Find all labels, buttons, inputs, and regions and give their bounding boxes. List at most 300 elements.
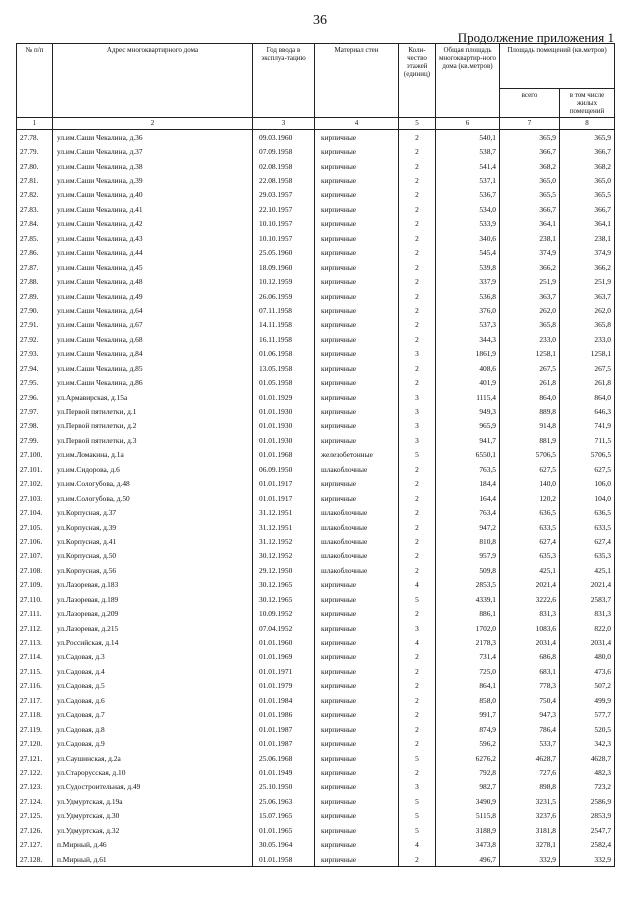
row-address: ул.им.Саши Чекалина, д.64	[53, 303, 253, 317]
row-total-area: 537,1	[436, 173, 500, 187]
row-premises-total: 365,9	[500, 130, 560, 145]
row-total-area: 337,9	[436, 274, 500, 288]
row-number: 27.83.	[17, 202, 53, 216]
row-premises-living: 366,7	[560, 202, 615, 216]
row-year: 01.01.1965	[253, 823, 315, 837]
row-total-area: 533,9	[436, 217, 500, 231]
row-premises-total: 267,5	[500, 361, 560, 375]
row-number: 27.95.	[17, 375, 53, 389]
row-number: 27.111.	[17, 606, 53, 620]
row-address: ул.им.Саши Чекалина, д.67	[53, 318, 253, 332]
row-wall-material: железобетонные	[315, 448, 399, 462]
row-floors: 2	[399, 332, 436, 346]
table-row	[17, 159, 615, 173]
row-floors: 3	[399, 433, 436, 447]
row-total-area: 184,4	[436, 477, 500, 491]
row-total-area: 538,7	[436, 144, 500, 158]
row-premises-living: 633,5	[560, 520, 615, 534]
row-wall-material: кирпичные	[315, 217, 399, 231]
row-wall-material: кирпичные	[315, 318, 399, 332]
row-premises-living: 365,9	[560, 130, 615, 145]
row-year: 02.08.1958	[253, 159, 315, 173]
row-year: 07.11.1958	[253, 303, 315, 317]
table-row	[17, 679, 615, 693]
row-premises-living: 106,0	[560, 477, 615, 491]
row-address: ул.Старорусская, д.10	[53, 765, 253, 779]
row-total-area: 810,8	[436, 534, 500, 548]
row-number: 27.102.	[17, 477, 53, 491]
table-row	[17, 404, 615, 418]
header-material: Материал стен	[315, 44, 399, 118]
row-floors: 2	[399, 375, 436, 389]
row-floors: 5	[399, 448, 436, 462]
row-premises-total: 3222,6	[500, 592, 560, 606]
table-body	[17, 130, 615, 867]
row-wall-material: кирпичные	[315, 289, 399, 303]
row-number: 27.105.	[17, 520, 53, 534]
row-premises-living: 262,0	[560, 303, 615, 317]
row-year: 01.01.1929	[253, 390, 315, 404]
row-address: ул.Лазоревая, д.183	[53, 578, 253, 592]
row-premises-total: 233,0	[500, 332, 560, 346]
row-floors: 2	[399, 303, 436, 317]
row-floors: 2	[399, 491, 436, 505]
row-premises-living: 864,0	[560, 390, 615, 404]
row-premises-living: 2547,7	[560, 823, 615, 837]
row-wall-material: кирпичные	[315, 274, 399, 288]
row-floors: 2	[399, 520, 436, 534]
row-number: 27.121.	[17, 751, 53, 765]
row-total-area: 5115,8	[436, 809, 500, 823]
table-row	[17, 578, 615, 592]
row-wall-material: кирпичные	[315, 491, 399, 505]
row-year: 10.09.1952	[253, 606, 315, 620]
row-number: 27.103.	[17, 491, 53, 505]
row-premises-living: 482,3	[560, 765, 615, 779]
row-premises-total: 683,1	[500, 664, 560, 678]
row-address: ул.Садовая, д.9	[53, 736, 253, 750]
row-number: 27.114.	[17, 650, 53, 664]
table-row	[17, 837, 615, 851]
column-number: 4	[315, 118, 399, 130]
row-floors: 2	[399, 679, 436, 693]
row-number: 27.78.	[17, 130, 53, 145]
row-wall-material: кирпичные	[315, 837, 399, 851]
row-number: 27.91.	[17, 318, 53, 332]
row-premises-total: 3231,5	[500, 794, 560, 808]
table-row	[17, 361, 615, 375]
row-address: ул.Корпусная, д.37	[53, 505, 253, 519]
row-year: 01.01.1917	[253, 477, 315, 491]
row-wall-material: кирпичные	[315, 635, 399, 649]
row-premises-living: 374,9	[560, 246, 615, 260]
row-premises-living: 363,7	[560, 289, 615, 303]
row-total-area: 536,7	[436, 188, 500, 202]
row-premises-total: 2031,4	[500, 635, 560, 649]
row-number: 27.128.	[17, 852, 53, 867]
row-floors: 2	[399, 274, 436, 288]
row-address: ул.им.Саши Чекалина, д.68	[53, 332, 253, 346]
row-wall-material: шлакоблочные	[315, 563, 399, 577]
row-premises-total: 786,4	[500, 722, 560, 736]
row-premises-total: 368,2	[500, 159, 560, 173]
row-address: ул.Корпусная, д.39	[53, 520, 253, 534]
row-number: 27.84.	[17, 217, 53, 231]
row-floors: 2	[399, 722, 436, 736]
row-total-area: 991,7	[436, 708, 500, 722]
row-premises-living: 366,7	[560, 144, 615, 158]
row-wall-material: кирпичные	[315, 621, 399, 635]
row-total-area: 874,9	[436, 722, 500, 736]
row-floors: 4	[399, 635, 436, 649]
row-premises-living: 364,1	[560, 217, 615, 231]
row-premises-total: 363,7	[500, 289, 560, 303]
row-total-area: 3473,8	[436, 837, 500, 851]
row-wall-material: кирпичные	[315, 722, 399, 736]
row-year: 30.12.1965	[253, 578, 315, 592]
row-address: ул.им.Саши Чекалина, д.86	[53, 375, 253, 389]
row-floors: 2	[399, 606, 436, 620]
row-wall-material: шлакоблочные	[315, 505, 399, 519]
row-wall-material: кирпичные	[315, 693, 399, 707]
row-number: 27.107.	[17, 549, 53, 563]
row-wall-material: кирпичные	[315, 578, 399, 592]
table-row	[17, 419, 615, 433]
column-number: 6	[436, 118, 500, 130]
row-number: 27.90.	[17, 303, 53, 317]
table-row	[17, 549, 615, 563]
row-premises-total: 365,8	[500, 318, 560, 332]
table-row	[17, 809, 615, 823]
row-number: 27.124.	[17, 794, 53, 808]
row-address: ул.Саушинская, д.2а	[53, 751, 253, 765]
row-address: ул.им.Сологубова, д.50	[53, 491, 253, 505]
row-address: ул.Удмуртская, д.19а	[53, 794, 253, 808]
row-number: 27.110.	[17, 592, 53, 606]
header-num: № п/п	[17, 44, 53, 118]
row-number: 27.117.	[17, 693, 53, 707]
row-total-area: 596,2	[436, 736, 500, 750]
row-total-area: 401,9	[436, 375, 500, 389]
row-address: ул.им.Сологубова, д.48	[53, 477, 253, 491]
row-number: 27.86.	[17, 246, 53, 260]
header-year: Год ввода в эксплуа-тацию	[253, 44, 315, 118]
row-number: 27.99.	[17, 433, 53, 447]
row-total-area: 534,0	[436, 202, 500, 216]
row-total-area: 886,1	[436, 606, 500, 620]
row-floors: 2	[399, 534, 436, 548]
row-number: 27.93.	[17, 347, 53, 361]
row-floors: 2	[399, 736, 436, 750]
table-row	[17, 217, 615, 231]
row-wall-material: кирпичные	[315, 794, 399, 808]
row-number: 27.115.	[17, 664, 53, 678]
row-premises-total: 366,7	[500, 144, 560, 158]
appendix-continuation-note: Продолжение приложения 1	[457, 30, 614, 45]
table-row	[17, 794, 615, 808]
row-address: ул.Корпусная, д.41	[53, 534, 253, 548]
row-premises-total: 374,9	[500, 246, 560, 260]
row-total-area: 536,8	[436, 289, 500, 303]
row-wall-material: кирпичные	[315, 303, 399, 317]
row-address: ул.Садовая, д.3	[53, 650, 253, 664]
row-premises-living: 2031,4	[560, 635, 615, 649]
row-address: ул.им.Саши Чекалина, д.43	[53, 231, 253, 245]
row-wall-material: кирпичные	[315, 823, 399, 837]
row-wall-material: шлакоблочные	[315, 462, 399, 476]
row-total-area: 3188,9	[436, 823, 500, 837]
table-row	[17, 621, 615, 635]
row-year: 01.01.1930	[253, 433, 315, 447]
row-premises-living: 238,1	[560, 231, 615, 245]
row-year: 29.12.1950	[253, 563, 315, 577]
row-address: ул.им.Саши Чекалина, д.84	[53, 347, 253, 361]
row-premises-total: 636,5	[500, 505, 560, 519]
table-row	[17, 448, 615, 462]
row-premises-total: 750,4	[500, 693, 560, 707]
row-premises-total: 686,8	[500, 650, 560, 664]
row-year: 01.01.1930	[253, 419, 315, 433]
column-number: 3	[253, 118, 315, 130]
row-address: ул.Садовая, д.5	[53, 679, 253, 693]
row-floors: 2	[399, 130, 436, 145]
row-number: 27.125.	[17, 809, 53, 823]
row-premises-living: 365,0	[560, 173, 615, 187]
row-total-area: 725,0	[436, 664, 500, 678]
row-address: п.Мирный, д.61	[53, 852, 253, 867]
row-floors: 2	[399, 173, 436, 187]
row-floors: 3	[399, 780, 436, 794]
table-row	[17, 505, 615, 519]
row-address: ул.им.Сидорова, д.6	[53, 462, 253, 476]
row-wall-material: кирпичные	[315, 375, 399, 389]
row-total-area: 763,4	[436, 505, 500, 519]
row-address: ул.им.Саши Чекалина, д.40	[53, 188, 253, 202]
row-number: 27.89.	[17, 289, 53, 303]
row-total-area: 858,0	[436, 693, 500, 707]
row-wall-material: кирпичные	[315, 852, 399, 867]
row-number: 27.94.	[17, 361, 53, 375]
row-floors: 2	[399, 231, 436, 245]
row-floors: 2	[399, 318, 436, 332]
row-number: 27.126.	[17, 823, 53, 837]
row-wall-material: кирпичные	[315, 246, 399, 260]
table-row	[17, 722, 615, 736]
row-total-area: 545,4	[436, 246, 500, 260]
row-year: 26.06.1959	[253, 289, 315, 303]
row-number: 27.88.	[17, 274, 53, 288]
table-row	[17, 274, 615, 288]
row-address: ул.Российская, д.14	[53, 635, 253, 649]
row-address: ул.Первой пятилетки, д.1	[53, 404, 253, 418]
row-wall-material: кирпичные	[315, 477, 399, 491]
row-premises-total: 332,9	[500, 852, 560, 867]
row-year: 01.01.1917	[253, 491, 315, 505]
row-floors: 5	[399, 809, 436, 823]
row-number: 27.118.	[17, 708, 53, 722]
row-year: 07.09.1958	[253, 144, 315, 158]
header-floors: Коли-чество этажей (единиц)	[399, 44, 436, 118]
table-row	[17, 231, 615, 245]
table-row	[17, 823, 615, 837]
row-floors: 3	[399, 621, 436, 635]
row-premises-living: 741,9	[560, 419, 615, 433]
row-premises-total: 778,3	[500, 679, 560, 693]
row-premises-total: 251,9	[500, 274, 560, 288]
table-row	[17, 130, 615, 145]
row-wall-material: кирпичные	[315, 650, 399, 664]
row-year: 22.08.1958	[253, 173, 315, 187]
row-premises-total: 627,5	[500, 462, 560, 476]
table-row	[17, 477, 615, 491]
row-premises-living: 646,3	[560, 404, 615, 418]
row-floors: 2	[399, 693, 436, 707]
row-address: ул.Лазоревая, д.189	[53, 592, 253, 606]
row-premises-living: 267,5	[560, 361, 615, 375]
row-premises-living: 425,1	[560, 563, 615, 577]
row-wall-material: кирпичные	[315, 390, 399, 404]
table-row	[17, 332, 615, 346]
row-total-area: 164,4	[436, 491, 500, 505]
row-wall-material: кирпичные	[315, 188, 399, 202]
row-number: 27.112.	[17, 621, 53, 635]
row-premises-living: 480,0	[560, 650, 615, 664]
row-wall-material: кирпичные	[315, 736, 399, 750]
row-number: 27.92.	[17, 332, 53, 346]
row-address: ул.Удмуртская, д.32	[53, 823, 253, 837]
row-premises-living: 233,0	[560, 332, 615, 346]
row-premises-living: 627,4	[560, 534, 615, 548]
row-wall-material: кирпичные	[315, 202, 399, 216]
row-premises-total: 1083,6	[500, 621, 560, 635]
table-row	[17, 606, 615, 620]
row-premises-total: 140,0	[500, 477, 560, 491]
header-total-area: Общая площадь многоквартир-ного дома (кв.метров)	[436, 44, 500, 118]
row-premises-living: 507,2	[560, 679, 615, 693]
row-premises-total: 4628,7	[500, 751, 560, 765]
row-total-area: 4339,1	[436, 592, 500, 606]
table-row	[17, 491, 615, 505]
row-number: 27.87.	[17, 260, 53, 274]
row-total-area: 763,5	[436, 462, 500, 476]
row-year: 01.01.1971	[253, 664, 315, 678]
row-premises-total: 1258,1	[500, 347, 560, 361]
row-number: 27.116.	[17, 679, 53, 693]
row-year: 01.05.1958	[253, 375, 315, 389]
row-premises-living: 1258,1	[560, 347, 615, 361]
row-floors: 4	[399, 837, 436, 851]
table-row	[17, 708, 615, 722]
row-wall-material: кирпичные	[315, 231, 399, 245]
row-year: 13.05.1958	[253, 361, 315, 375]
row-floors: 2	[399, 289, 436, 303]
row-number: 27.108.	[17, 563, 53, 577]
row-number: 27.106.	[17, 534, 53, 548]
row-premises-total: 3237,6	[500, 809, 560, 823]
housing-registry-table	[16, 43, 615, 867]
row-premises-total: 120,2	[500, 491, 560, 505]
row-number: 27.82.	[17, 188, 53, 202]
row-wall-material: кирпичные	[315, 664, 399, 678]
row-premises-total: 633,5	[500, 520, 560, 534]
row-year: 01.01.1958	[253, 852, 315, 867]
row-year: 01.01.1968	[253, 448, 315, 462]
row-year: 25.05.1960	[253, 246, 315, 260]
row-total-area: 957,9	[436, 549, 500, 563]
row-address: ул.Первой пятилетки, д.2	[53, 419, 253, 433]
row-wall-material: кирпичные	[315, 751, 399, 765]
row-year: 01.01.1979	[253, 679, 315, 693]
row-premises-total: 365,5	[500, 188, 560, 202]
table-row	[17, 635, 615, 649]
row-year: 30.05.1964	[253, 837, 315, 851]
table-row	[17, 202, 615, 216]
row-year: 30.12.1952	[253, 549, 315, 563]
row-premises-total: 238,1	[500, 231, 560, 245]
row-total-area: 376,0	[436, 303, 500, 317]
row-premises-total: 889,8	[500, 404, 560, 418]
row-premises-living: 261,8	[560, 375, 615, 389]
table-row	[17, 318, 615, 332]
row-floors: 2	[399, 852, 436, 867]
row-year: 10.10.1957	[253, 231, 315, 245]
table-row	[17, 780, 615, 794]
row-total-area: 1115,4	[436, 390, 500, 404]
row-wall-material: кирпичные	[315, 130, 399, 145]
column-number: 2	[53, 118, 253, 130]
table-row	[17, 693, 615, 707]
row-address: ул.Удмуртская, д.30	[53, 809, 253, 823]
table-row	[17, 534, 615, 548]
row-wall-material: кирпичные	[315, 679, 399, 693]
row-address: ул.Садовая, д.6	[53, 693, 253, 707]
row-year: 09.03.1960	[253, 130, 315, 145]
row-total-area: 941,7	[436, 433, 500, 447]
row-address: ул.Корпусная, д.56	[53, 563, 253, 577]
row-wall-material: кирпичные	[315, 347, 399, 361]
row-premises-living: 366,2	[560, 260, 615, 274]
row-floors: 5	[399, 592, 436, 606]
row-premises-living: 332,9	[560, 852, 615, 867]
row-premises-total: 627,4	[500, 534, 560, 548]
row-wall-material: кирпичные	[315, 780, 399, 794]
row-premises-total: 881,9	[500, 433, 560, 447]
row-wall-material: кирпичные	[315, 433, 399, 447]
table-row	[17, 765, 615, 779]
row-year: 01.01.1984	[253, 693, 315, 707]
row-wall-material: кирпичные	[315, 765, 399, 779]
row-address: ул.им.Саши Чекалина, д.49	[53, 289, 253, 303]
row-number: 27.101.	[17, 462, 53, 476]
table-row	[17, 520, 615, 534]
row-year: 30.12.1965	[253, 592, 315, 606]
row-year: 10.12.1959	[253, 274, 315, 288]
row-number: 27.96.	[17, 390, 53, 404]
table-row	[17, 462, 615, 476]
row-floors: 2	[399, 202, 436, 216]
row-premises-total: 914,8	[500, 419, 560, 433]
row-premises-living: 577,7	[560, 708, 615, 722]
table-row	[17, 347, 615, 361]
row-floors: 3	[399, 390, 436, 404]
row-floors: 2	[399, 260, 436, 274]
row-floors: 2	[399, 765, 436, 779]
row-floors: 4	[399, 578, 436, 592]
row-year: 29.03.1957	[253, 188, 315, 202]
row-wall-material: кирпичные	[315, 159, 399, 173]
row-number: 27.123.	[17, 780, 53, 794]
row-number: 27.109.	[17, 578, 53, 592]
